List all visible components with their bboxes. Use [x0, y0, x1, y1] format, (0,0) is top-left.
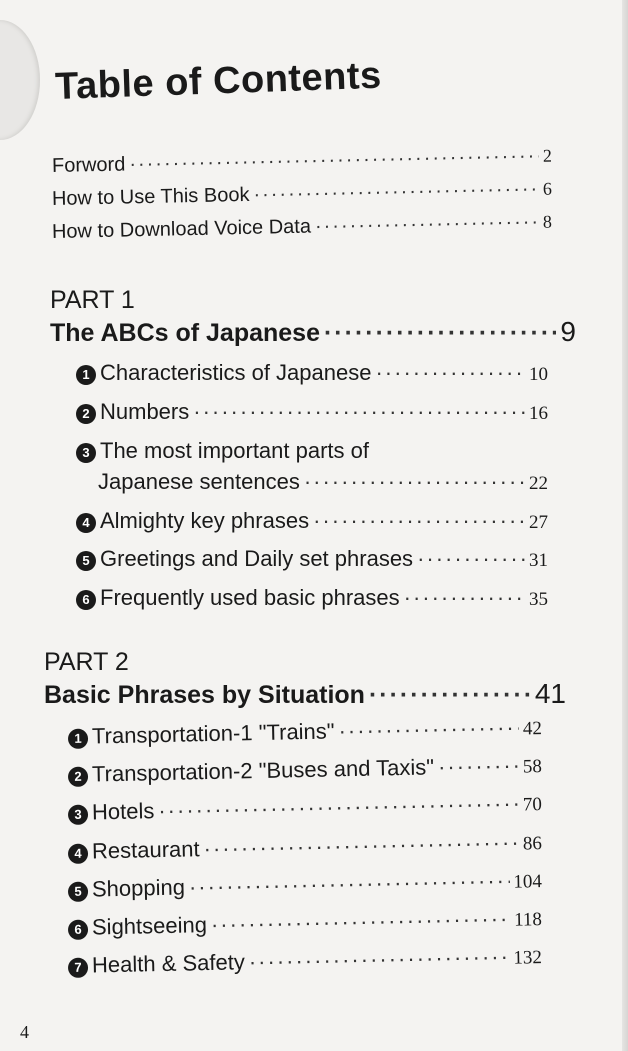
- leader-dots: [324, 319, 556, 348]
- number-marker: 6: [76, 590, 96, 610]
- number-marker: 4: [68, 844, 88, 864]
- part1-title: The ABCs of Japanese: [50, 319, 320, 347]
- page-title: Table of Contents: [54, 54, 383, 109]
- leader-dots: [211, 906, 511, 938]
- toc-entry: [76, 585, 548, 611]
- toc-entry-label: Forword: [51, 153, 126, 177]
- toc-entry-page: 27: [529, 512, 548, 533]
- toc-entry-page: 8: [542, 211, 553, 232]
- number-marker: 2: [68, 767, 88, 787]
- part1-heading: PART 1: [50, 286, 135, 314]
- part2-page: 41: [534, 678, 566, 709]
- toc-entry: [68, 829, 542, 865]
- part2-title-row: [44, 678, 566, 710]
- toc-entry-forword: [52, 145, 552, 178]
- leader-dots: [253, 178, 539, 207]
- toc-entry: [68, 790, 542, 826]
- toc-entry-label: Transportation-2 "Buses and Taxis": [91, 754, 435, 787]
- toc-entry-page: 35: [529, 589, 548, 610]
- leader-dots: [375, 360, 525, 386]
- leader-dots: [129, 145, 539, 177]
- toc-entry-page: 22: [529, 473, 548, 494]
- leader-dots: [369, 681, 531, 710]
- toc-entry: [68, 714, 542, 750]
- toc-entry-page: 58: [522, 756, 543, 778]
- toc-entry-page: 104: [513, 871, 543, 893]
- toc-entry: [68, 867, 542, 903]
- toc-entry-page: 10: [529, 364, 548, 385]
- toc-entry: [68, 943, 542, 979]
- part1-page: 9: [560, 316, 576, 347]
- toc-entry-label: Hotels: [91, 798, 155, 825]
- toc-entry-page: 42: [522, 718, 543, 740]
- toc-entry-how-to-use: [52, 178, 552, 211]
- leader-dots: [338, 715, 519, 745]
- toc-entry-page: 6: [542, 178, 553, 199]
- leader-dots: [417, 546, 525, 572]
- toc-entry-page: 86: [522, 833, 543, 855]
- part2-heading: PART 2: [44, 648, 129, 676]
- toc-entry-page: 118: [513, 909, 543, 931]
- toc-entry-label: Transportation-1 "Trains": [91, 718, 335, 749]
- leader-dots: [158, 791, 519, 825]
- toc-entry-label: Numbers: [100, 399, 190, 424]
- leader-dots: [313, 508, 525, 534]
- number-marker: 1: [76, 365, 96, 385]
- toc-entry: [76, 360, 548, 386]
- toc-entry-line1: [76, 438, 369, 464]
- number-marker: 5: [68, 882, 88, 902]
- toc-entry-label: Frequently used basic phrases: [100, 585, 400, 610]
- part2-title: Basic Phrases by Situation: [44, 681, 365, 709]
- toc-entry-label: How to Download Voice Data: [51, 215, 312, 243]
- number-marker: 6: [68, 920, 88, 940]
- toc-entry-label: Characteristics of Japanese: [100, 360, 372, 385]
- toc-entry: [76, 546, 548, 572]
- toc-entry-label: Japanese sentences: [98, 469, 300, 494]
- leader-dots: [404, 585, 525, 611]
- toc-entry-label: Health & Safety: [91, 949, 246, 978]
- toc-entry-label: Greetings and Daily set phrases: [100, 546, 414, 571]
- toc-entry-page: 2: [542, 145, 553, 166]
- number-marker: 1: [68, 729, 88, 749]
- toc-entry-label: Almighty key phrases: [100, 508, 310, 533]
- toc-entry-label: The most important parts of: [100, 438, 369, 463]
- toc-entry: [68, 905, 542, 941]
- leader-dots: [193, 399, 525, 425]
- leader-dots: [304, 469, 525, 495]
- toc-entry-line2: [98, 469, 548, 495]
- leader-dots: [189, 868, 510, 901]
- toc-entry-label: Sightseeing: [91, 912, 208, 940]
- leader-dots: [249, 944, 510, 975]
- number-marker: 7: [68, 958, 88, 978]
- number-marker: 3: [68, 805, 88, 825]
- toc-entry-label: Shopping: [91, 874, 186, 902]
- toc-entry: [76, 508, 548, 534]
- page-edge: [622, 0, 628, 1051]
- number-marker: 4: [76, 513, 96, 533]
- toc-entry-label: How to Use This Book: [51, 183, 250, 210]
- toc-entry-page: 16: [529, 403, 548, 424]
- leader-dots: [438, 753, 519, 781]
- toc-entry-label: Restaurant: [91, 836, 200, 864]
- leader-dots: [315, 211, 539, 239]
- part1-title-row: [50, 316, 576, 348]
- toc-entry-page: 31: [529, 550, 548, 571]
- toc-entry-page: 70: [522, 794, 543, 816]
- leader-dots: [203, 830, 519, 863]
- number-marker: 5: [76, 551, 96, 571]
- number-marker: 3: [76, 443, 96, 463]
- toc-entry-page: 132: [513, 947, 543, 969]
- number-marker: 2: [76, 404, 96, 424]
- page-number: 4: [20, 1022, 29, 1042]
- toc-entry: [68, 752, 542, 788]
- toc-entry: [76, 399, 548, 425]
- toc-entry-download: [52, 211, 552, 244]
- decorative-seal: [0, 20, 40, 140]
